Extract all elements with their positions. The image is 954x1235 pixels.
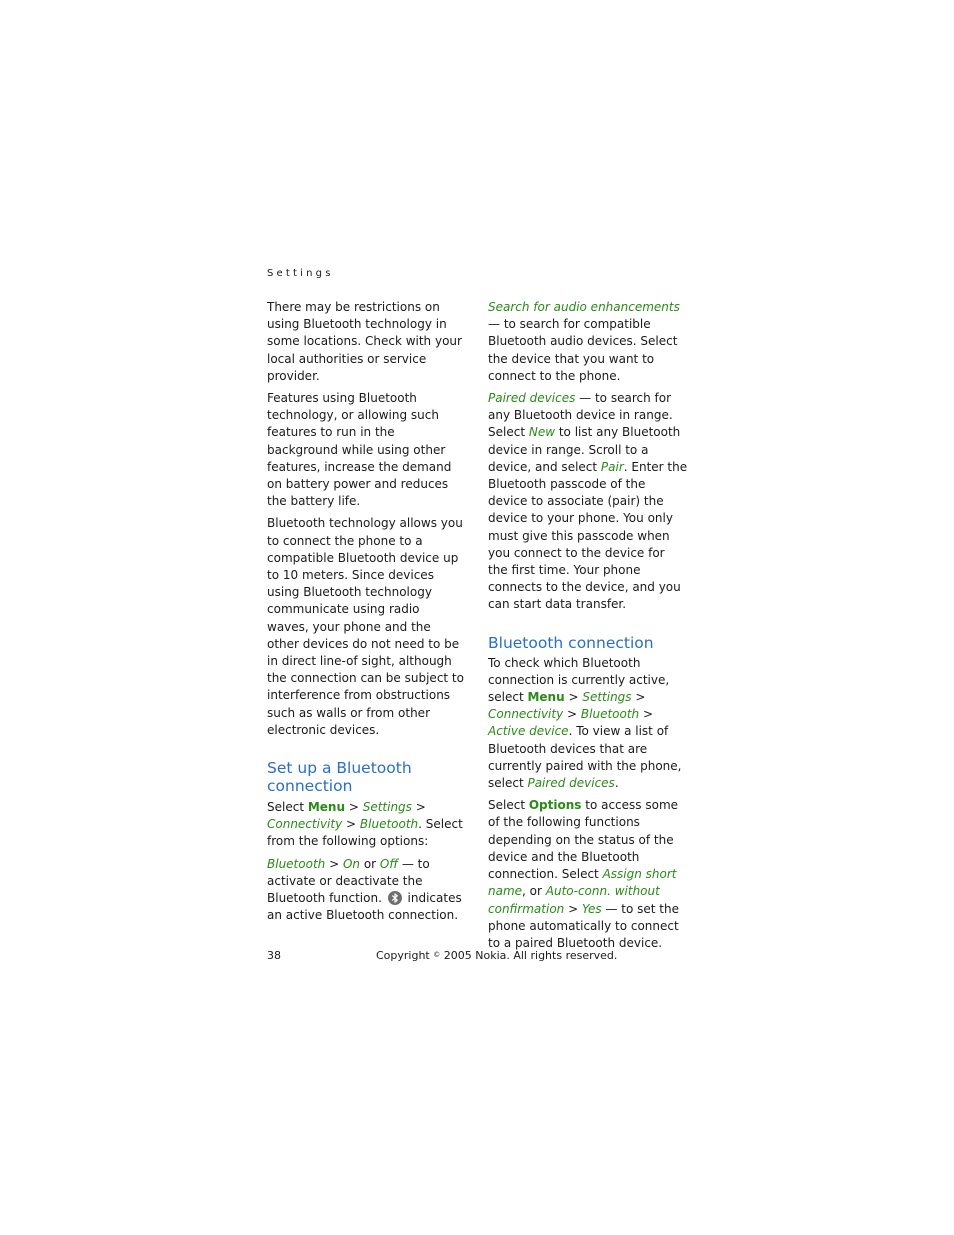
options-paragraph bbox=[488, 797, 688, 952]
search-option bbox=[488, 299, 688, 385]
search-desc: — to search for compatible Bluetooth audio devices. Select the device that you want to connect to the phone. bbox=[488, 317, 678, 383]
pair-term: Pair bbox=[600, 459, 624, 474]
copyright-pre: Copyright bbox=[376, 949, 434, 962]
separator: > bbox=[631, 690, 646, 705]
menu-term: Menu bbox=[307, 800, 346, 815]
paired-devices-term: Paired devices bbox=[488, 391, 576, 406]
separator: > bbox=[345, 800, 363, 815]
or-text: or bbox=[360, 856, 380, 871]
option-desc-tail: indicates an active Bluetooth connection. bbox=[267, 891, 462, 923]
bluetooth-option bbox=[267, 856, 465, 925]
assign-short-name-term: Assign short name bbox=[488, 867, 677, 899]
connection-heading: Bluetooth connection bbox=[488, 633, 654, 652]
bluetooth-icon bbox=[388, 891, 402, 905]
right-column bbox=[488, 299, 688, 957]
bluetooth-term: Bluetooth bbox=[359, 817, 419, 832]
copyright-post: 2005 Nokia. All rights reserved. bbox=[440, 949, 618, 962]
paired-desc: to list any Bluetooth device in range. Scroll to a device, and select bbox=[488, 425, 681, 474]
bluetooth-term: Bluetooth bbox=[580, 707, 640, 722]
options-term: Options bbox=[528, 798, 582, 813]
connection-check-paragraph bbox=[488, 655, 688, 793]
copyright-symbol: © bbox=[433, 951, 441, 959]
new-term: New bbox=[528, 425, 556, 440]
comma-or: , or bbox=[522, 884, 546, 899]
conn-intro: To check which Bluetooth connection is currently active, select bbox=[488, 655, 670, 705]
options-desc-tail: — to set the phone automatically to connect to a paired Bluetooth device. bbox=[488, 901, 679, 950]
yes-term: Yes bbox=[581, 901, 602, 916]
battery-paragraph: Features using Bluetooth technology, or allowing such features to run in the background while using other features, increase the demand on battery power and reduces the battery life. bbox=[267, 391, 452, 509]
auto-conn-term: Auto-conn. without confirmation bbox=[488, 884, 660, 916]
page-number: 38 bbox=[267, 949, 281, 962]
options-select-text: Select bbox=[488, 798, 529, 813]
bluetooth-term: Bluetooth bbox=[267, 856, 326, 871]
conn-mid: . To view a list of Bluetooth devices that are currently paired with the phone, select bbox=[488, 724, 682, 791]
setup-select-text: Select bbox=[267, 800, 308, 815]
paired-desc: — to search for any Bluetooth device in range. Select bbox=[488, 391, 673, 440]
separator: > bbox=[342, 817, 360, 832]
separator: > bbox=[564, 901, 582, 916]
setup-heading: Set up a Bluetooth connection bbox=[267, 759, 412, 796]
paired-devices-term: Paired devices bbox=[527, 776, 615, 791]
conn-end: . bbox=[614, 776, 619, 791]
separator: > bbox=[564, 690, 583, 705]
connectivity-term: Connectivity bbox=[488, 707, 564, 722]
separator: > bbox=[325, 856, 343, 871]
setup-instructions bbox=[267, 799, 465, 851]
on-term: On bbox=[342, 856, 361, 871]
restriction-paragraph: There may be restrictions on using Bluetooth technology in some locations. Check with your local authorities or service provider. bbox=[267, 300, 462, 383]
paired-desc: . Enter the Bluetooth passcode of the device to associate (pair) the device to your phone. You only must give this passcode when you connect to the device for the first time. Your phone connects to the device, and you can start data transfer. bbox=[488, 459, 688, 612]
setup-rest-text: . Select from the following options: bbox=[267, 817, 463, 849]
settings-term: Settings bbox=[362, 800, 412, 815]
option-desc: — to activate or deactivate the Bluetooth function. bbox=[267, 856, 430, 906]
settings-term: Settings bbox=[582, 690, 632, 705]
active-device-term: Active device bbox=[488, 724, 569, 739]
range-paragraph: Bluetooth technology allows you to connect the phone to a compatible Bluetooth device up to 10 meters. Since devices using Bluetooth technology communicate using radio waves, your phone and the other devices do not need to be in direct line-of sight, although the connection can be subject to interference from obstructions such as walls or from other electronic devices. bbox=[267, 516, 464, 737]
off-term: Off bbox=[379, 856, 399, 871]
options-desc: to access some of the following functions depending on the status of the device and the Bluetooth connection. Select bbox=[488, 798, 679, 882]
left-column bbox=[267, 299, 465, 930]
running-header: Settings bbox=[267, 268, 334, 279]
separator: > bbox=[639, 707, 654, 722]
search-audio-term: Search for audio enhancements bbox=[488, 300, 680, 314]
copyright-notice bbox=[376, 949, 617, 962]
connectivity-term: Connectivity bbox=[267, 817, 343, 832]
separator: > bbox=[563, 707, 581, 722]
separator: > bbox=[411, 800, 426, 815]
menu-term: Menu bbox=[527, 690, 565, 705]
paired-option bbox=[488, 390, 688, 614]
